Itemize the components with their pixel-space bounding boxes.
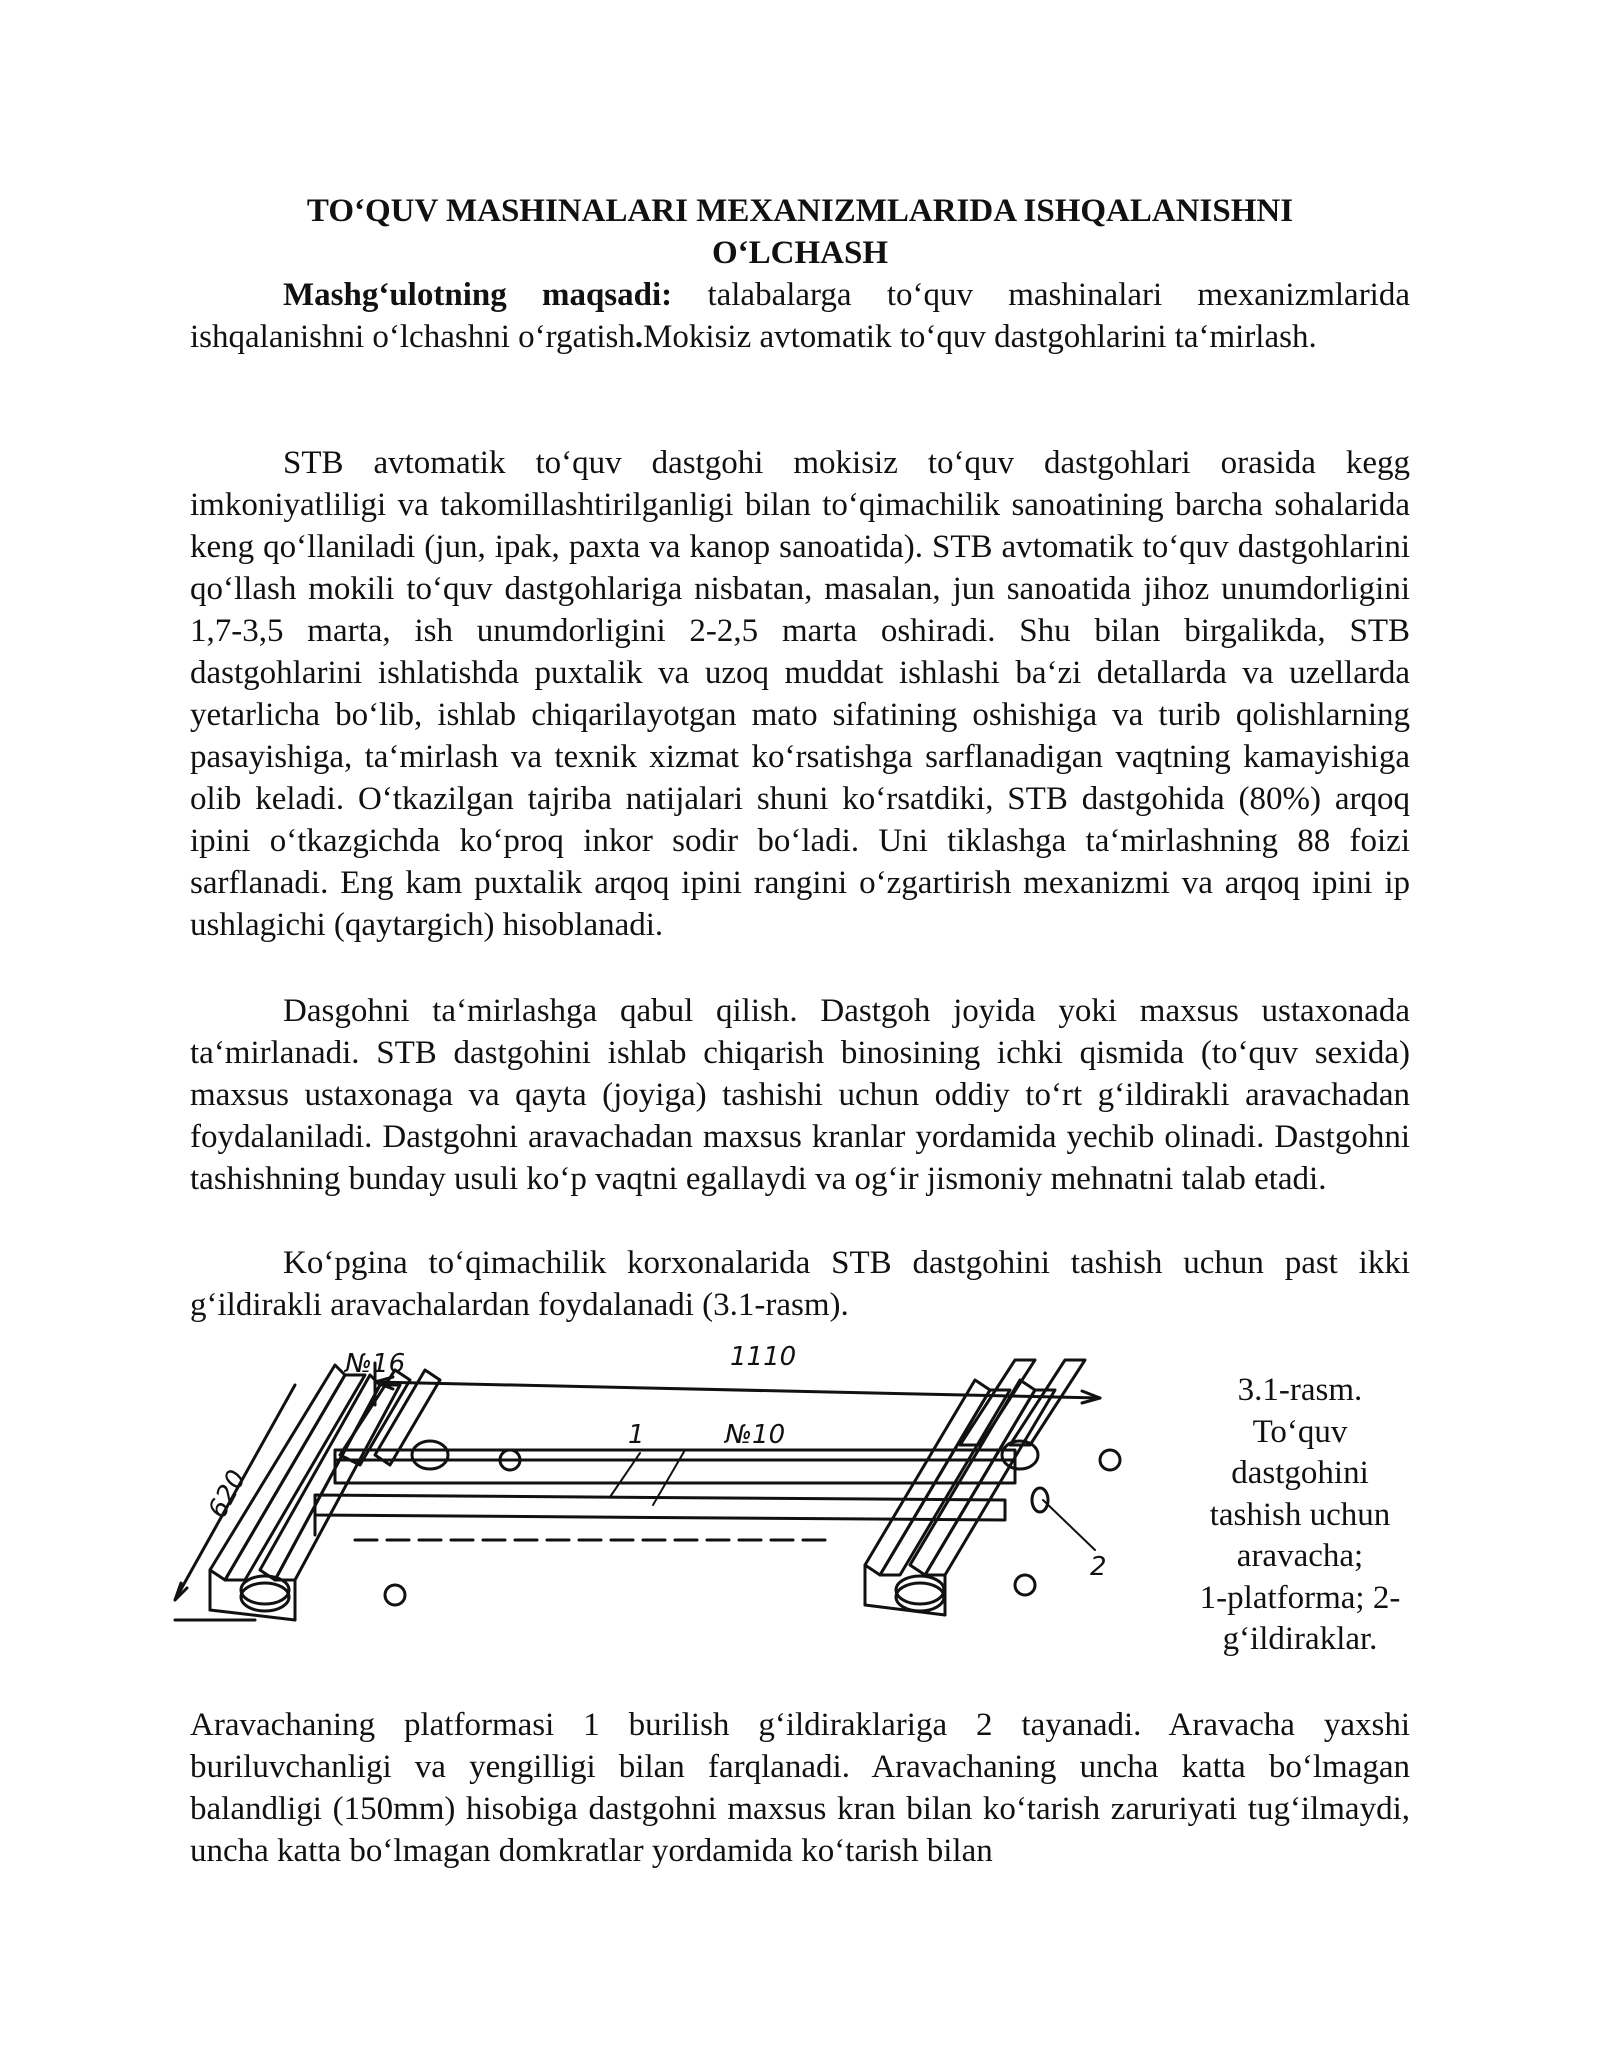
caption-line-3: dastgohini — [1231, 1455, 1369, 1491]
leader-line-2 — [1043, 1500, 1095, 1550]
caption-line-6: 1-platforma; 2- — [1199, 1579, 1401, 1616]
wheel-icon — [241, 1441, 1048, 1611]
goal-paragraph — [190, 274, 1410, 358]
dim-label-width: 620 — [202, 1465, 253, 1524]
caption-line-2: To‘quv — [1252, 1413, 1348, 1450]
caption-line-7: g‘ildiraklar. — [1222, 1621, 1378, 1657]
caption-line-4: tashish uchun — [1209, 1496, 1391, 1533]
label-platform-1: 1 — [628, 1420, 645, 1450]
knob-icon — [385, 1450, 1120, 1605]
cart-figure — [165, 1335, 1125, 1665]
goal-label: Mashg‘ulotning maqsadi: — [283, 277, 673, 313]
label-no10: №10 — [725, 1420, 786, 1450]
caption-line-5: aravacha; — [1236, 1538, 1364, 1574]
title-line-2: O‘LCHASH — [711, 235, 889, 271]
paragraph-repair-acceptance: Dasgohni ta‘mirlashga qabul qilish. Dastgoh joyida yoki maxsus ustaxonada ta‘mirlanadi. STB dastgohini ishlab chiqarish binosining ichki qismida (to‘quv sexida) maxsus ustaxonaga va qayta (joyiga) tashishi uchun oddiy to‘rt g‘ildirakli aravachadan foydalaniladi. Dastgohni aravachadan maxsus kranlar yordamida yechib olinadi. Dastgohni tashishning bunday usuli ko‘p vaqtni egallaydi va og‘ir jismoniy mehnatni talab etadi. — [190, 993, 1410, 1197]
page-title — [190, 190, 1410, 274]
label-wheels-2: 2 — [1090, 1552, 1107, 1582]
paragraph-cart-description: Aravachaning platformasi 1 burilish g‘ildiraklariga 2 tayanadi. Aravacha yaxshi buriluvchanligi va yengilligi bilan farqlanadi. Aravachaning uncha katta bo‘lmagan balandligi (150mm) hisobiga dastgohni maxsus kran bilan ko‘tarish zaruriyati tug‘ilmaydi, uncha katta bo‘lmagan domkratlar yordamida ko‘tarish bilan — [190, 1707, 1410, 1869]
goal-tail: Mokisiz avtomatik to‘quv dastgohlarini ta‘mirlash. — [643, 319, 1317, 355]
goal-text: talabalarga to‘quv mashinalari mexanizmlarida ishqalanishni o‘lchashni o‘rgatish — [190, 277, 1411, 355]
title-line-1: TO‘QUV MASHINALARI MEXANIZMLARIDA ISHQALANISHNI — [306, 193, 1294, 229]
paragraph-cart-usage: Ko‘pgina to‘qimachilik korxonalarida STB dastgohini tashish uchun past ikki g‘ildirakli aravachalardan foydalanadi (3.1-rasm). — [190, 1245, 1410, 1323]
paragraph-stb-intro: STB avtomatik to‘quv dastgohi mokisiz to‘quv dastgohlari orasida kegg imkoniyatliligi va takomillashtirilganligi bilan to‘qimachilik sanoatining barcha sohalarida keng qo‘llaniladi (jun, ipak, paxta va kanop sanoatida). STB avtomatik to‘quv dastgohlarini qo‘llash mokili to‘quv dastgohlariga nisbatan, masalan, jun sanoatida jihoz unumdorligini 1,7-3,5 marta, ish unumdorligini 2-2,5 marta oshiradi. Shu bilan birgalikda, STB dastgohlarini ishlatishda puxtalik va uzoq muddat ishlashi ba‘zi detallarda va uzellarda yetarlicha bo‘lib, ishlab chiqarilayotgan mato sifatining oshishiga va turib qolishlarning pasayishiga, ta‘mirlash va texnik xizmat ko‘rsatishga sarflanadigan vaqtning kamayishiga olib keladi. O‘tkazilgan tajriba natijalari shuni ko‘rsatdiki, STB dastgohida (80%) arqoq ipini o‘tkazgichda ko‘proq inkor sodir bo‘ladi. Uni tiklashga ta‘mirlashning 88 foizi sarflanadi. Eng kam puxtalik arqoq ipini rangini o‘zgartirish mexanizmi va arqoq ipini ip ushlagichi (qaytargich) hisoblanadi. — [190, 445, 1410, 943]
goal-dot: . — [634, 319, 644, 355]
label-no16: №16 — [345, 1349, 406, 1379]
right-rail — [865, 1380, 1055, 1615]
right-rear-rail — [960, 1360, 1085, 1445]
caption-line-1: 3.1-rasm. — [1237, 1372, 1363, 1408]
dim-label-length: 1110 — [730, 1342, 797, 1372]
figure-caption — [1150, 1370, 1450, 1661]
